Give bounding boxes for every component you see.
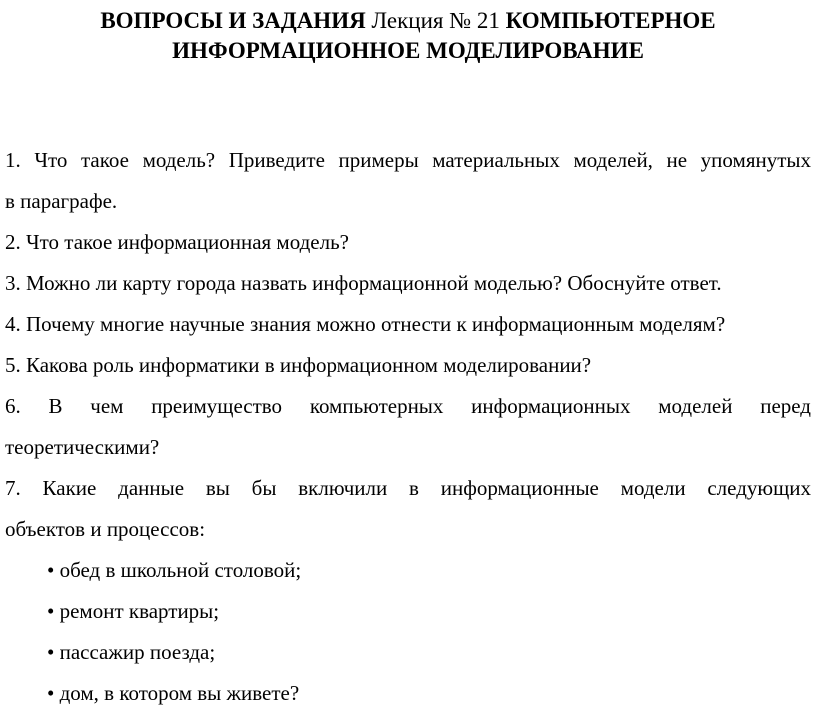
title-line-1	[0, 6, 816, 36]
title-line-2	[0, 36, 816, 66]
questions-list	[5, 140, 811, 714]
title-lecture-number: Лекция № 21	[365, 8, 506, 33]
bullet-item: • пассажир поезда;	[47, 640, 216, 664]
title-topic-continued: ИНФОРМАЦИОННОЕ МОДЕЛИРОВАНИЕ	[172, 38, 644, 63]
question-1-line-1: 1. Что такое модель? Приведите примеры материальных моделей, не упомянутых	[5, 148, 811, 172]
title-topic-bold: КОМПЬЮТЕРНОЕ	[505, 8, 716, 33]
question-2: 2. Что такое информационная модель?	[5, 230, 349, 254]
question-6-line-2: теоретическими?	[5, 435, 160, 459]
bullet-item: • дом, в котором вы живете?	[47, 681, 300, 705]
question-1-line-2: в параграфе.	[5, 189, 118, 213]
bullet-item: • обед в школьной столовой;	[47, 558, 302, 582]
question-5: 5. Какова роль информатики в информационном моделировании?	[5, 353, 592, 377]
title-heading-bold: ВОПРОСЫ И ЗАДАНИЯ	[100, 8, 366, 33]
bullet-item: • ремонт квартиры;	[47, 599, 220, 623]
question-7-line-1: 7. Какие данные вы бы включили в информационные модели следующих	[5, 476, 811, 500]
question-4: 4. Почему многие научные знания можно отнести к информационным моделям?	[5, 312, 726, 336]
page-title	[0, 6, 816, 66]
question-3: 3. Можно ли карту города назвать информационной моделью? Обоснуйте ответ.	[5, 271, 722, 295]
question-6-line-1: 6. В чем преимущество компьютерных информационных моделей перед	[5, 394, 811, 418]
question-7-line-2: объектов и процессов:	[5, 517, 206, 541]
